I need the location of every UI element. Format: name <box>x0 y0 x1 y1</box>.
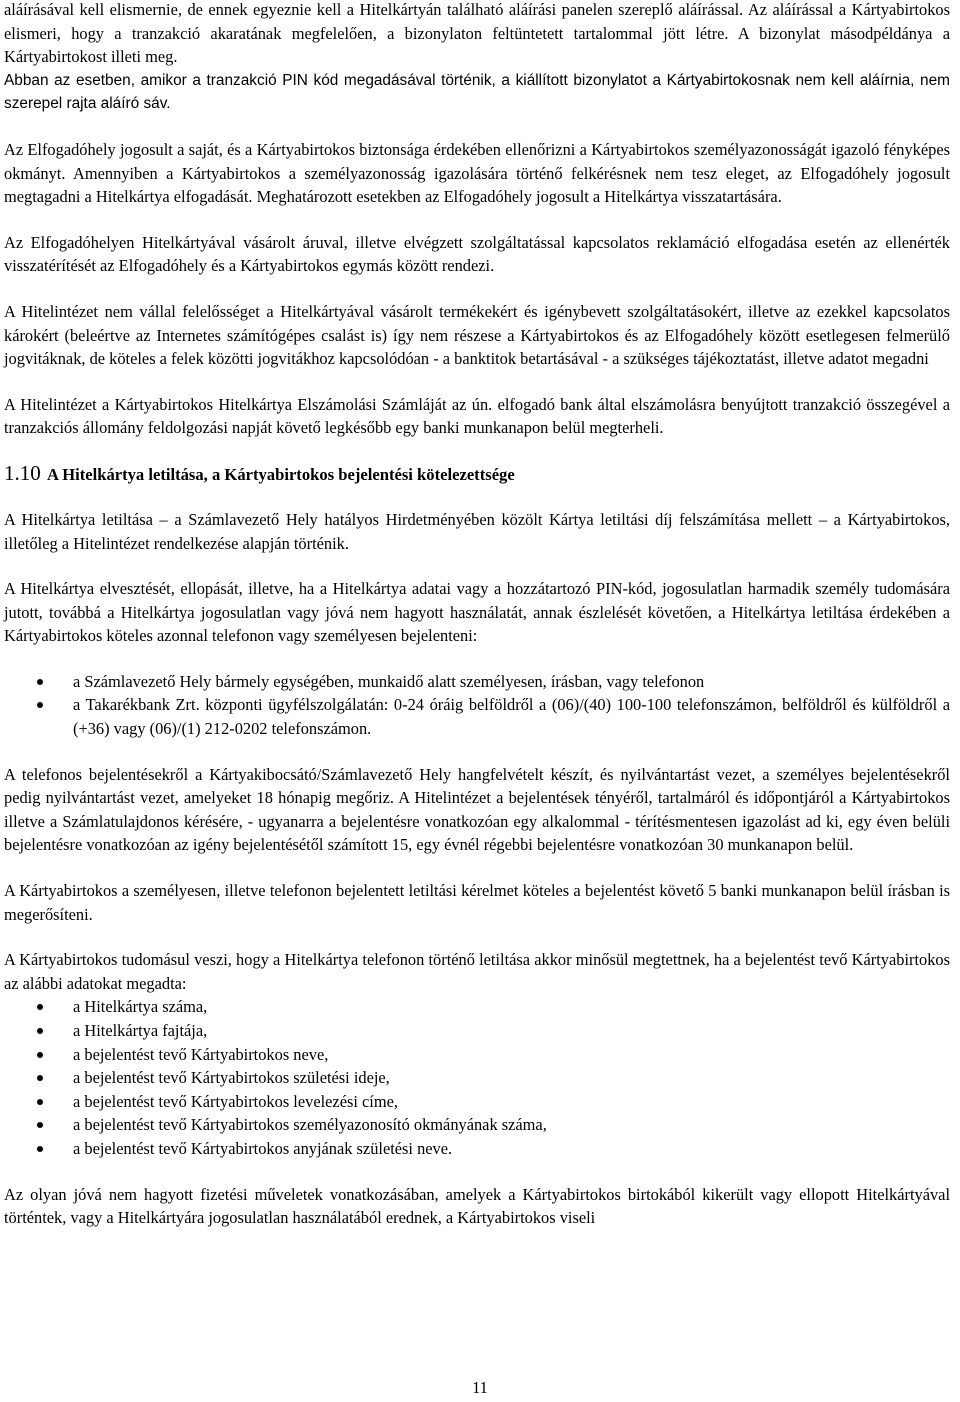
paragraph-pin: Abban az esetben, amikor a tranzakció PIN kód megadásával történik, a kiállított bizonylatot a Kártyabirtokosnak nem kell aláírnia, nem szerepel rajta aláíró sáv. <box>4 71 950 113</box>
bullet-icon <box>37 1146 43 1152</box>
list-item: a Hitelkártya száma, <box>4 995 950 1019</box>
list-item: a bejelentést tevő Kártyabirtokos születési ideje, <box>4 1066 950 1090</box>
paragraph-identity-check: Az Elfogadóhely jogosult a saját, és a Kártyabirtokos biztonsága érdekében ellenőrizni a Kártyabirtokos személyazonosságát igazoló fényképes okmányt. Amennyiben a Kártyabirtokos a személyazonosság igazolására történő felkérésnek nem tesz eleget, az Elfogadóhely jogosult megtagadni a Hitelkártya elfogadását. Meghatározott esetekben az Elfogadóhely jogosult a Hitelkártya visszatartására. <box>4 139 950 207</box>
list-item: a Hitelkártya fajtája, <box>4 1019 950 1043</box>
section-title: A Hitelkártya letiltása, a Kártyabirtokos bejelentési kötelezettsége <box>46 464 515 484</box>
document-page <box>4 0 950 1230</box>
paragraph-loss-report: A Hitelkártya elvesztését, ellopását, illetve, ha a Hitelkártya adatai vagy a hozzátartozó PIN-kód, jogosulatlan harmadik személy tudomására jutott, továbbá a Hitelkártya jogosulatlan vagy jóvá nem hagyott használatát, annak észlelését követően, a Hitelkártya letiltása érdekében a Kártyabirtokos köteles azonnal telefonon vagy személyesen bejelenteni: <box>4 579 950 646</box>
list-item: a Takarékbank Zrt. központi ügyfélszolgálatán: 0-24 óráig belföldről a (06)/(40) 100-100 telefonszámon, belföldről és külföldről a (+36) vagy (06)/(1) 212-0202 telefonszámon. <box>4 693 950 740</box>
bullet-icon <box>37 702 43 708</box>
report-channel-list <box>4 670 950 741</box>
required-data-list <box>4 995 950 1160</box>
paragraph-liability: A Hitelintézet nem vállal felelősséget a Hitelkártyával vásárolt termékekért és igénybevett szolgáltatásokért, illetve az ezekkel kapcsolatos károkért (beleértve az Internetes számítógépes csalást is) így nem részese a Kártyabirtokos és az Elfogadóhely között esetlegesen felmerülő jogvitáknak, de köteles a felek közötti jogvitákhoz kapcsolódóan - a banktitok betartásával - a szükséges tájékoztatást, illetve adatot megadni <box>4 301 950 369</box>
bullet-icon <box>37 1004 43 1010</box>
bullet-icon <box>37 1075 43 1081</box>
paragraph-confirmation: A Kártyabirtokos a személyesen, illetve telefonon bejelentett letiltási kérelmet köteles a bejelentést követő 5 banki munkanapon belül írásban is megerősíteni. <box>4 881 950 924</box>
list-item: a bejelentést tevő Kártyabirtokos levelezési címe, <box>4 1090 950 1114</box>
section-number: 1.10 <box>4 460 41 485</box>
list-item: a bejelentést tevő Kártyabirtokos neve, <box>4 1043 950 1067</box>
paragraph-complaint: Az Elfogadóhelyen Hitelkártyával vásárolt áruval, illetve elvégzett szolgáltatással kapcsolatos reklamáció elfogadása esetén az ellenérték visszatérítését az Elfogadóhely és a Kártyabirtokos egymás között rendezi. <box>4 232 950 276</box>
paragraph-unauthorized: Az olyan jóvá nem hagyott fizetési műveletek vonatkozásában, amelyek a Kártyabirtokos birtokából kikerült vagy ellopott Hitelkártyával történtek, vagy a Hitelkártyára jogosulatlan használatából erednek, a Kártyabirtokos viseli <box>4 1184 950 1228</box>
paragraph-blocking: A Hitelkártya letiltása – a Számlavezető Hely hatályos Hirdetményében közölt Kártya letiltási díj felszámítása mellett – a Kártyabirtokos, illetőleg a Hitelintézet rendelkezése alapján történik. <box>4 509 950 553</box>
paragraph-phone-blocking: A Kártyabirtokos tudomásul veszi, hogy a Hitelkártya telefonon történő letiltása akkor minősül megtettnek, ha a bejelentést tevő Kártyabirtokos az alábbi adatokat megadta: <box>4 950 950 993</box>
paragraph-recording: A telefonos bejelentésekről a Kártyakibocsátó/Számlavezető Hely hangfelvételt készít, és nyilvántartást vezet, a személyes bejelentésekről pedig nyilvántartást vezet, amelyeket 18 hónapig megőriz. A Hitelintézet a bejelentések tényéről, tartalmáról és időpontjáról a Kártyabirtokos illetve a Számlatulajdonos kérésére, - ugyanarra a bejelentésre vonatkozóan egy alkalommal - térítésmentesen igazolást ad ki, egy éven belüli bejelentésre vonatkozóan az igény bejelentésétől számított 15, egy évnél régebbi bejelentésre vonatkozóan 30 munkanapon belül. <box>4 764 950 855</box>
list-item: a Számlavezető Hely bármely egységében, munkaidő alatt személyesen, írásban, vagy telefonon <box>4 670 950 694</box>
bullet-icon <box>37 1028 43 1034</box>
bullet-icon <box>37 1052 43 1058</box>
page-number: 11 <box>472 1378 488 1397</box>
bullet-icon <box>37 1099 43 1105</box>
list-item: a bejelentést tevő Kártyabirtokos személyazonosító okmányának száma, <box>4 1113 950 1137</box>
paragraph-signature: aláírásával kell elismernie, de ennek egyeznie kell a Hitelkártyán található aláírási panelen szereplő aláírással. Az aláírással a Kártyabirtokos elismeri, hogy a tranzakció akaratának megfelelően, a bizonylaton feltüntetett tartalommal jött létre. A bizonylat másodpéldánya a Kártyabirtokost illeti meg. <box>4 0 950 67</box>
paragraph-settlement: A Hitelintézet a Kártyabirtokos Hitelkártya Elszámolási Számláját az ún. elfogadó bank által elszámolásra benyújtott tranzakció összegével a tranzakciós állomány feldolgozási napját követő legkésőbb egy banki munkanapon belül megterheli. <box>4 394 950 438</box>
section-heading <box>4 460 950 488</box>
list-item: a bejelentést tevő Kártyabirtokos anyjának születési neve. <box>4 1137 950 1161</box>
bullet-icon <box>37 1122 43 1128</box>
bullet-icon <box>37 679 43 685</box>
